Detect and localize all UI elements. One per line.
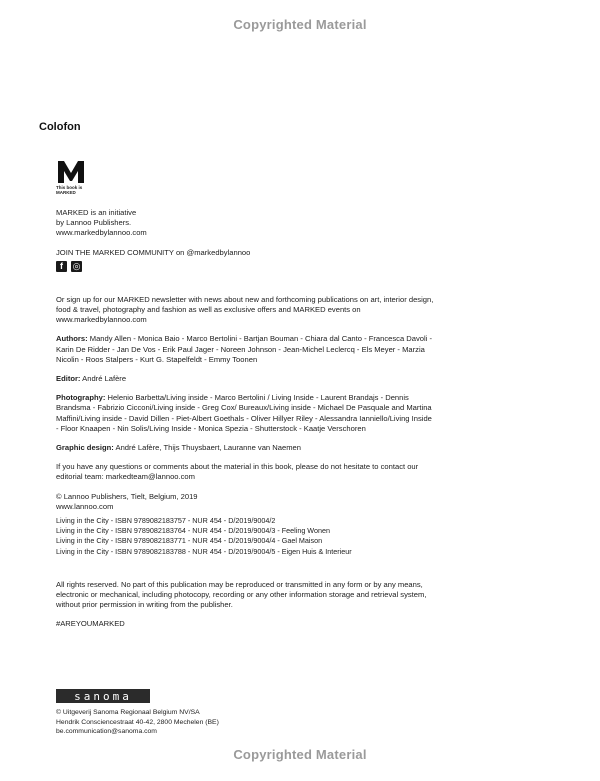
- editor-label: Editor:: [56, 374, 81, 384]
- design-label: Graphic design:: [56, 443, 114, 453]
- logo-caption-line2: MARKED: [56, 190, 76, 195]
- isbn-line: Living in the City - ISBN 9789082183764 - NUR 454 - D/2019/9004/3 - Feeling Wonen: [56, 526, 330, 536]
- rights-text: All rights reserved. No part of this publication may be reproduced or transmitted in any form or by any means, electronic or mechanical, including photocopy, recording or any other information storage and retrieval system, without prior permission in writing from the publisher.: [56, 579, 427, 610]
- photography-paragraph: [56, 393, 436, 434]
- photography-text: Helenio Barbetta/Living inside - Marco Bertolini / Living Inside - Laurent Brandajs - Dennis Brandsma - Fabrizio Cicconi/Living inside - Greg Cox/ Bureaux/Living inside - Michael De Pasquale and Martina Maffini/Living inside - David Dillen - Piet-Albert Goethals - Oliver Hillyer Riley - Alessandra Ianniello/Living Inside - Floor Knaapen - Nin Solis/Living Inside - Monica Spezia - Shutterstock - Kaatje Verschoren: [56, 393, 432, 433]
- sanoma-logo: sanoma: [56, 689, 150, 703]
- logo-caption-line1: This book is: [56, 185, 83, 190]
- copyright-line: © Lannoo Publishers, Tielt, Belgium, 2019: [56, 491, 198, 501]
- intro-line-2: by Lannoo Publishers.: [56, 218, 132, 228]
- authors-text: Mandy Allen - Monica Baio - Marco Bertolini - Bartjan Bouman - Chiara dal Canto - Francesca Davoli - Karin De Ridder - Jan De Vos - Erik Paul Jager - Noreen Johnson - Jean-Michel Leclercq - Els Meyer - Marzia Nicolin - Roos Stalpers - Kurt G. Stapelfeldt - Emmy Toonen: [56, 334, 433, 364]
- sanoma-email[interactable]: be.communication@sanoma.com: [56, 728, 157, 736]
- website-link[interactable]: www.markedbylannoo.com: [56, 228, 147, 238]
- marked-logo: [56, 160, 90, 198]
- contact-text: If you have any questions or comments about the material in this book, please do not hesitate to contact our editorial team: markedteam@lannoo.com: [56, 462, 419, 482]
- watermark-top: Copyrighted Material: [233, 17, 367, 32]
- authors-label: Authors:: [56, 334, 88, 344]
- instagram-icon[interactable]: ◎: [72, 261, 81, 272]
- community-text: JOIN THE MARKED COMMUNITY on @markedbylannoo: [56, 247, 251, 257]
- page-title: Colofon: [39, 121, 81, 133]
- newsletter-text: Or sign up for our MARKED newsletter with news about new and forthcoming publications on art, interior design, food & travel, photography and fashion as well as exclusive offers and MARKED events on www.markedbylannoo.com: [56, 294, 434, 325]
- sanoma-address: [56, 708, 219, 737]
- hashtag: #AREYOUMARKED: [56, 619, 125, 629]
- logo-caption: [56, 185, 90, 195]
- social-icons: [56, 261, 436, 272]
- sanoma-line-2: Hendrik Consciencestraat 40-42, 2800 Mechelen (BE): [56, 718, 219, 726]
- design-paragraph: [56, 443, 436, 453]
- photography-label: Photography:: [56, 393, 106, 403]
- facebook-icon[interactable]: f: [56, 261, 67, 272]
- editor-paragraph: [56, 374, 436, 384]
- isbn-line: Living in the City - ISBN 9789082183771 - NUR 454 - D/2019/9004/4 - Gael Maison: [56, 536, 323, 546]
- publisher-website[interactable]: www.lannoo.com: [56, 501, 114, 511]
- marked-m-logo-icon: [56, 160, 86, 184]
- sanoma-block: [56, 689, 219, 737]
- watermark-bottom: Copyrighted Material: [233, 747, 367, 762]
- colophon-content: [56, 160, 436, 630]
- isbn-line: Living in the City - ISBN 9789082183788 - NUR 454 - D/2019/9004/5 - Eigen Huis & Interieur: [56, 546, 352, 556]
- isbn-line: Living in the City - ISBN 9789082183757 - NUR 454 - D/2019/9004/2: [56, 516, 276, 526]
- editor-text: André Lafère: [80, 374, 127, 384]
- isbn-list: [56, 516, 436, 557]
- authors-paragraph: [56, 334, 436, 365]
- sanoma-line-1: © Uitgeverij Sanoma Regionaal Belgium NV/SA: [56, 709, 200, 716]
- design-text: André Lafère, Thijs Thuysbaert, Lauranne van Naemen: [113, 443, 301, 453]
- intro-line-1: MARKED is an initiative: [56, 208, 137, 217]
